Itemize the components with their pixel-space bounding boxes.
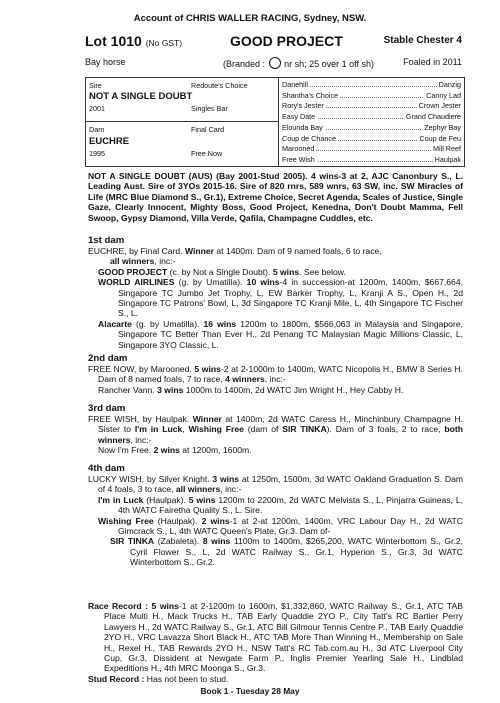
sire-year: 2001 xyxy=(89,104,105,113)
race-record-text: Race Record : 5 wins-1 at 2-1200m to 1600m, $1,332,860, WATC Railway S., Gr.1, ATC TAB Place Multi H., Mack Trucks H., TAB Early Quaddie 2YO P., City Tatt's RC Bartier Perry Lawyers H., 2d WATC Railway S., Gr.1, ATC Bill Gilmour Tennis Centre P., TAB Early Quaddie 2YO H., VRC Lavazza Short Black H., ATC TAB More Than Winning H., Membership on Sale H., Rexel H., TAB Rewards 2YO H., NSW Tatt's RC Tab.com.au H., 3d ATC Liverpool City Cup, Gr.3, Dissident at Newgate Farm P., Inglis Premier Yearling Sale H., Lindblad Expeditions H., 4th MRC Moonga S., Gr.3. xyxy=(88,601,463,674)
horse-description-line xyxy=(85,57,462,69)
third-dam-intro: FREE WISH, by Haulpak. Winner at 1400m, 2d WATC Caress H., Minchinbury Champagne H. Sister to I'm in Luck, Wishing Free (dam of SIR TINKA). Dam of 3 foals, 2 to race, both winners, inc:- xyxy=(88,414,464,445)
lot-number: Lot 1010 (No GST) xyxy=(85,33,183,49)
sire-sire: Redoute's Choice xyxy=(191,81,248,90)
sire-name: NOT A SINGLE DOUBT xyxy=(89,91,193,102)
stable-location: Stable Chester 4 xyxy=(383,35,462,46)
progeny-rancher-vann: Rancher Vann. 3 wins 1000m to 1400m, 2d WATC Jim Wright H., Hey Cabby H. xyxy=(98,384,404,395)
pedigree-row: Danehill Danzig xyxy=(282,80,461,89)
vendor-account: Account of CHRIS WALLER RACING, Sydney, NSW. xyxy=(133,13,367,24)
pedigree-row: Marooned Mill Reef xyxy=(282,144,461,153)
progeny-sir-tinka: SIR TINKA (Zabaleta). 8 wins 1100m to 1400m, $265,200, WATC Winterbottom S., Gr.2, Cyril Flower S., L, 2d WATC Railway S., Gr.1, Hyperion S., Gr.3, 3d WATC Winterbottom S., Gr.2. xyxy=(110,536,463,568)
stud-record-label: Stud Record : xyxy=(88,673,145,684)
first-dam-text xyxy=(88,246,463,350)
progeny-alacarte: Alacarte (g. by Umatilla). 16 wins 1200m to 1800m, $566,063 in Malaysia and Singapore, Singapore TC Better Than Ever H., 2d Penang TC Malaysian Magic Millions Classic, L, Singapore 3YO Classic, L. xyxy=(98,318,463,350)
third-dam-heading: 3rd dam xyxy=(88,403,126,414)
progeny-good-project: GOOD PROJECT (c. by Not a Single Doubt). 5 wins. See below. xyxy=(98,266,346,277)
pedigree-table xyxy=(85,77,465,167)
first-dam-intro: EUCHRE, by Final Card. Winner at 1400m. Dam of 9 named foals, 6 to race, all winners, inc:- xyxy=(88,246,382,267)
third-dam-text xyxy=(88,414,463,456)
fourth-dam-intro: LUCKY WISH, by Silver Knight. 3 wins at 1250m, 1500m, 3d WATC Oakland Graduation S. Dam of 4 foals, 3 to race, all winners, inc:- xyxy=(88,474,464,495)
fourth-dam-heading: 4th dam xyxy=(88,463,125,474)
fourth-dam-text xyxy=(88,474,463,568)
horse-name: GOOD PROJECT xyxy=(230,33,343,49)
pedigree-grandparents xyxy=(279,78,464,166)
pedigree-row: Free Wish Haulpak xyxy=(282,154,461,164)
dam-name: EUCHRE xyxy=(89,136,130,147)
foaled-year: Foaled in 2011 xyxy=(403,57,462,67)
horse-colour-sex: Bay horse xyxy=(85,57,126,67)
progeny-world-airlines: WORLD AIRLINES (g. by Umatilla). 10 wins-4 in succession-at 1200m, 1400m, $667,664, Singapore TC Jumbo Jet Trophy, L, EW Barker Trophy, L, Kranji A S., Open H., 2d Singapore TC Patrons' Bowl, L, 3d Singapore TC Kranji Mile, L, 4th Singapore TC Fischer S., L. xyxy=(98,277,463,319)
dam-dam: Free Now xyxy=(191,149,223,158)
progeny-wishing-free: Wishing Free (Haulpak). 2 wins-1 at 2-at 1200m, 1400m, VRC Labour Day H., 2d WATC Gimcrack S., L, 4th WATC Queen's Plate, Gr.3. Dam of- xyxy=(98,515,463,537)
brand-info: (Branded : nr sh; 25 over 1 off sh) xyxy=(223,59,374,69)
gst-note: (No GST) xyxy=(145,38,183,48)
second-dam-heading: 2nd dam xyxy=(88,353,128,364)
sire-summary: NOT A SINGLE DOUBT (AUS) (Bay 2001-Stud 2005). 4 wins-3 at 2, AJC Canonbury S., L. Leading Aust. Sire of 3YOs 2015-16. Sire of 820 rnrs, 589 wnrs, 63 SW, inc. SW Miracles of Life (MRC Blue Diamond S., Gr.1), Extreme Choice, Secret Agenda, Scales of Justice, Single Gaze, Clearly Innocent, Mighty Boss, Good Project, Kenedna, Don't Doubt Mamma, Fell Swoop, Gypsy Diamond, Villa Verde, Qafila, Champagne Cuddles, etc. xyxy=(88,171,463,223)
page-footer: Book 1 - Tuesday 28 May xyxy=(200,686,300,696)
progeny-now-im-free: Now I'm Free. 2 wins at 1200m, 1600m. xyxy=(98,445,252,456)
brand-icon xyxy=(269,57,281,69)
sire-label: Sire xyxy=(89,81,102,90)
pedigree-row: Rory's Jester Crown Jester xyxy=(282,101,461,110)
second-dam-text xyxy=(88,364,463,395)
pedigree-parents xyxy=(86,78,279,166)
race-record xyxy=(88,601,463,684)
stud-record-text: Has not been to stud. xyxy=(146,673,229,684)
progeny-im-in-luck: I'm in Luck (Haulpak). 5 wins 1200m to 2200m, 2d WATC Melvista S., L, Pinjarra Guineas, L, 4th WATC Fairetha Quality S., L. Sire. xyxy=(98,494,464,516)
dam-label: Dam xyxy=(89,125,105,134)
dam-year: 1995 xyxy=(89,149,105,158)
first-dam-heading: 1st dam xyxy=(88,235,125,246)
lot-line xyxy=(85,33,462,49)
pedigree-row: Elounda Bay Zephyr Bay xyxy=(282,123,461,132)
pedigree-row: Shantha's Choice Canny Lad xyxy=(282,90,461,100)
pedigree-row: Easy Date Grand Chaudiere xyxy=(282,111,461,121)
second-dam-intro: FREE NOW, by Marooned. 5 wins-2 at 2-1000m to 1400m, WATC Nicopolis H., BMW 8 Series H. Dam of 8 named foals, 7 to race, 4 winners, inc:- xyxy=(88,364,463,385)
dam-sire: Final Card xyxy=(191,125,225,134)
pedigree-divider xyxy=(86,121,278,122)
pedigree-row: Coup de Chance Coup de Feu xyxy=(282,133,461,143)
sire-dam: Singles Bar xyxy=(191,104,228,113)
